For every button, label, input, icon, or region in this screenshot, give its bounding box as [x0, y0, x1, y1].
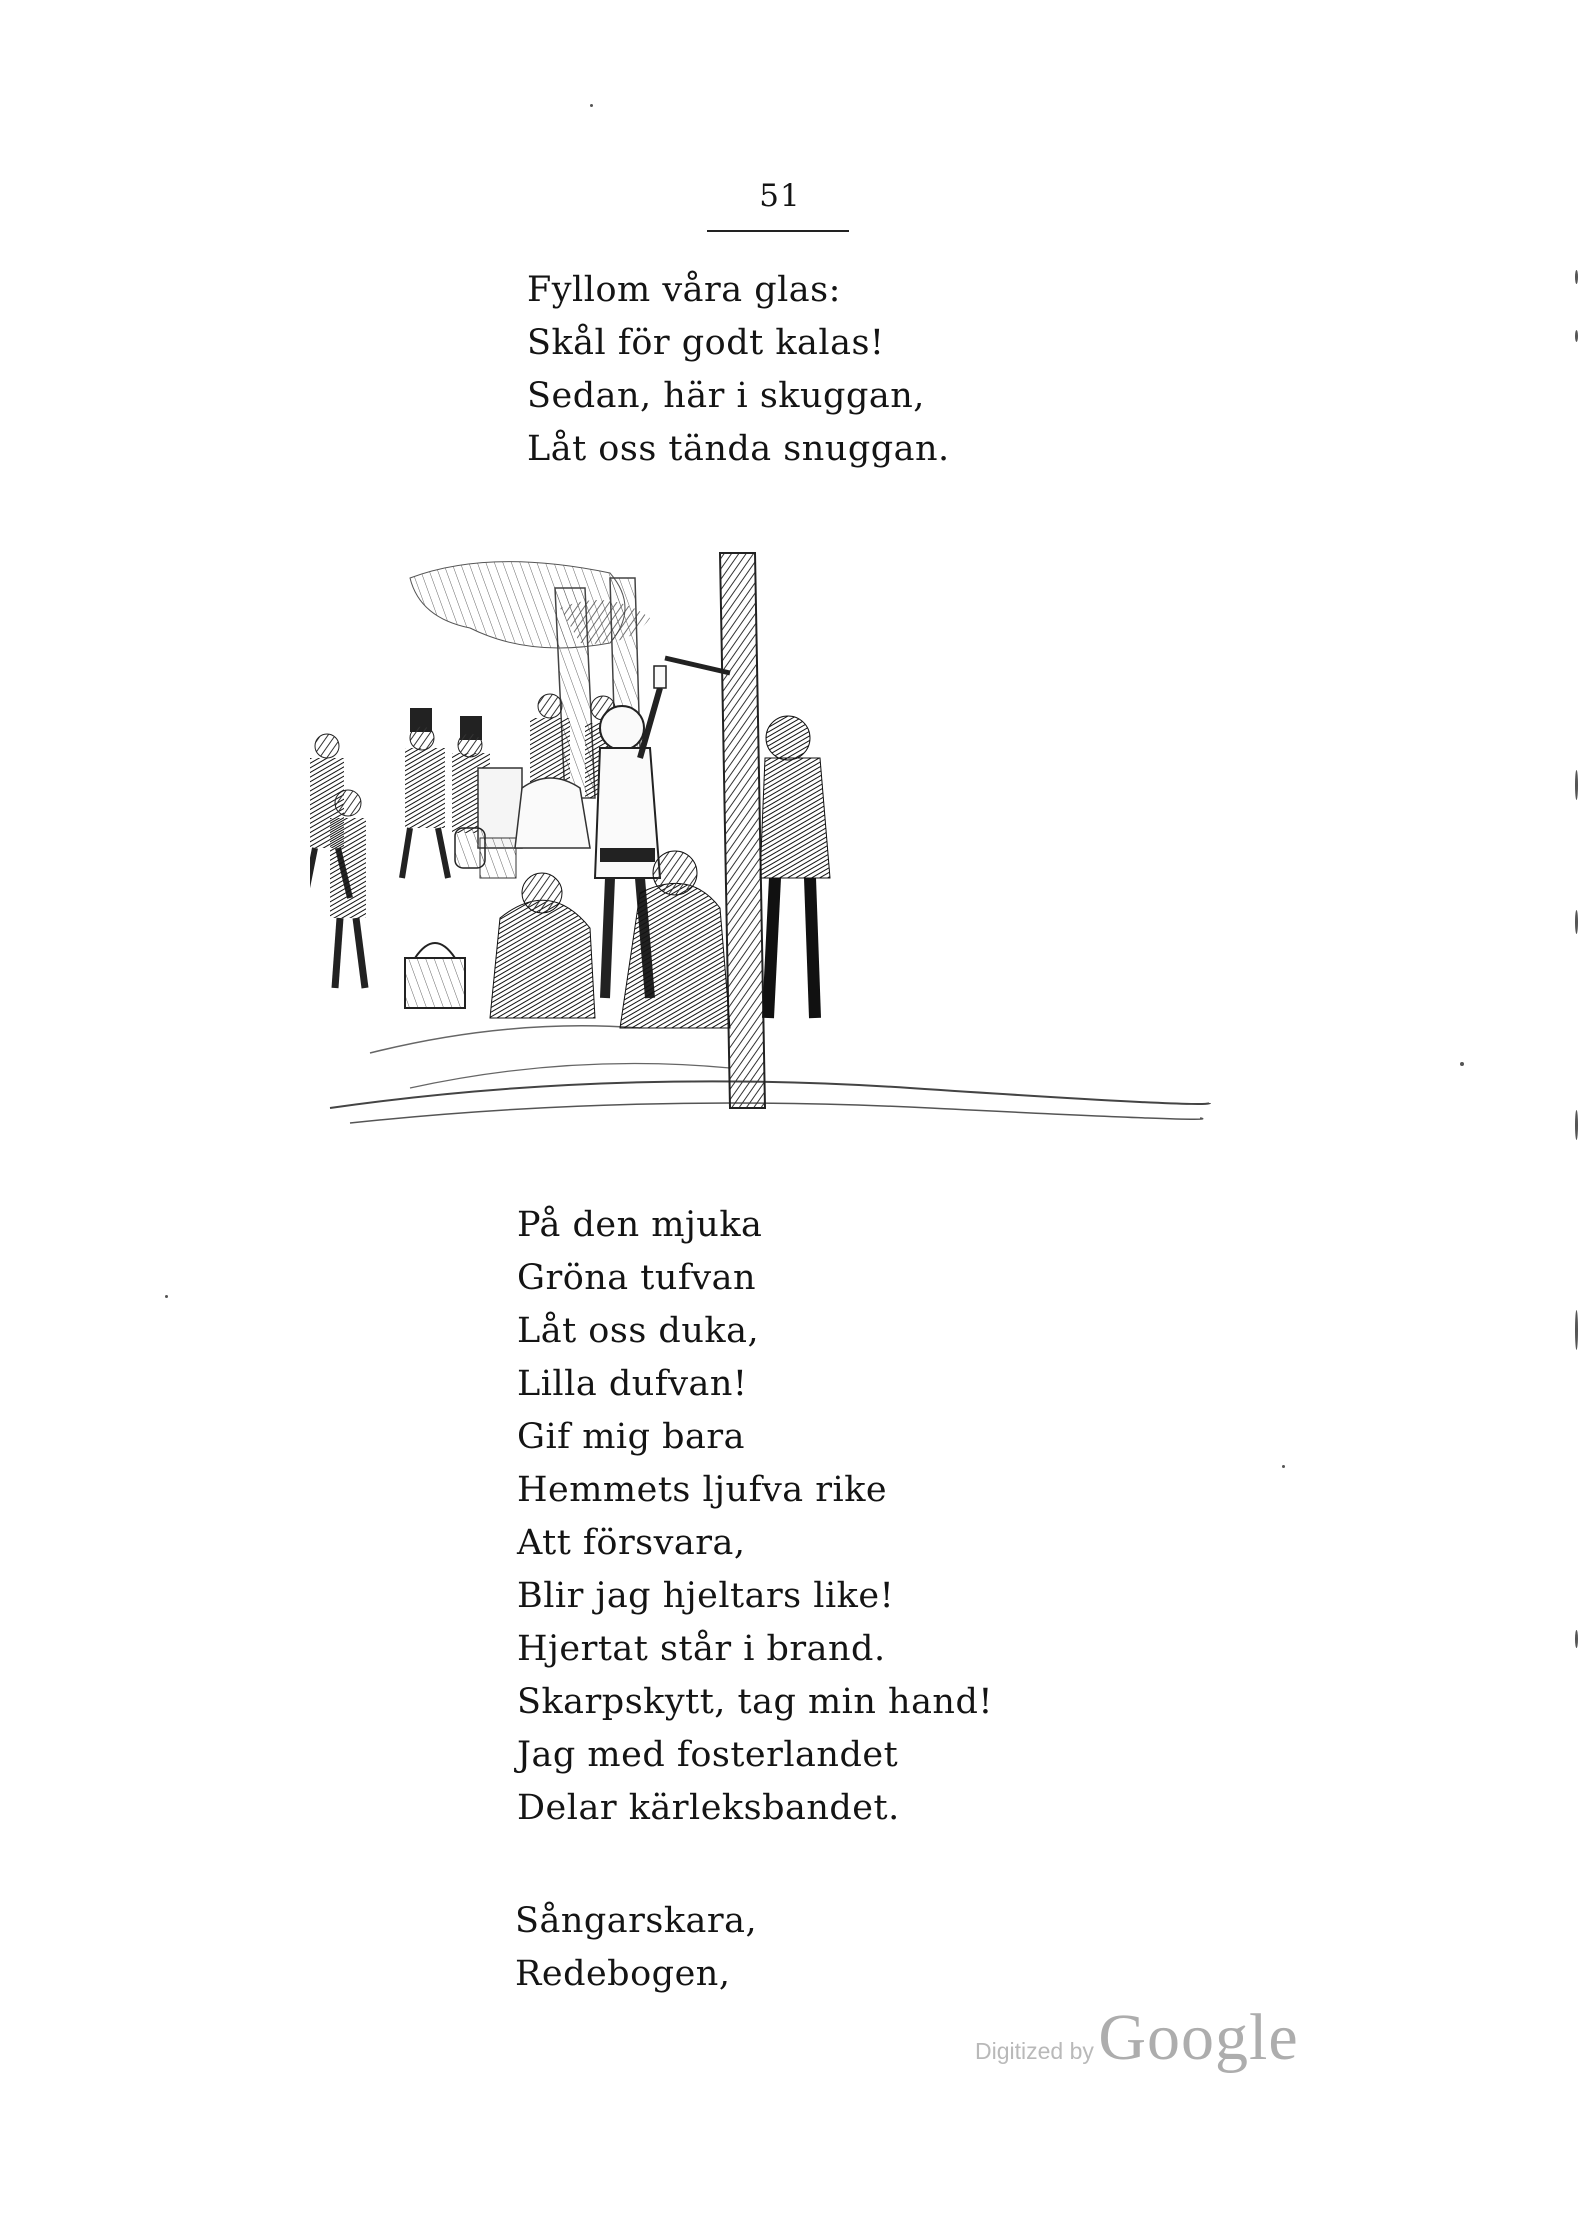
verse-line: Att försvara,	[517, 1523, 746, 1563]
verse-line: Jag med fosterlandet	[517, 1735, 899, 1775]
verse-line: Skål för godt kalas!	[527, 323, 885, 363]
watermark-prefix: Digitized by	[975, 2038, 1094, 2064]
verse-line: Hjertat står i brand.	[517, 1629, 886, 1669]
verse-line: Låt oss duka,	[517, 1311, 760, 1351]
scan-edge-marks	[1574, 210, 1580, 1710]
dust-speck	[165, 1295, 168, 1298]
verse-line: Hemmets ljufva rike	[517, 1470, 888, 1510]
ground	[330, 1026, 1210, 1123]
verse-line: Fyllom våra glas:	[527, 270, 841, 310]
dust-speck	[1282, 1465, 1285, 1468]
verse-line: Lilla dufvan!	[517, 1364, 748, 1404]
verse-line: Blir jag hjeltars like!	[517, 1576, 895, 1616]
verse-line: Delar kärleksbandet.	[517, 1788, 900, 1828]
digitized-watermark	[975, 2000, 1299, 2076]
leaning-man	[760, 716, 830, 1018]
page-number-rule	[707, 230, 849, 232]
engraving-illustration	[310, 548, 1230, 1146]
verse-line: Skarpskytt, tag min hand!	[517, 1682, 993, 1722]
verse-line: Sedan, här i skuggan,	[527, 376, 925, 416]
verse-line: Låt oss tända snuggan.	[527, 429, 950, 469]
google-logo-text: Google	[1098, 2001, 1299, 2074]
verse-line: Redebogen,	[515, 1954, 731, 1994]
verse-line: På den mjuka	[517, 1205, 763, 1245]
verse-line: Gif mig bara	[517, 1417, 746, 1457]
dust-speck	[1460, 1062, 1464, 1066]
verse-line: Sångarskara,	[515, 1901, 758, 1941]
dust-speck	[590, 104, 593, 107]
page-number: 51	[759, 178, 801, 214]
stanza-2	[517, 1199, 993, 1835]
verse-line: Gröna tufvan	[517, 1258, 757, 1298]
stanza-1	[527, 264, 950, 476]
stanza-3	[515, 1895, 757, 2001]
